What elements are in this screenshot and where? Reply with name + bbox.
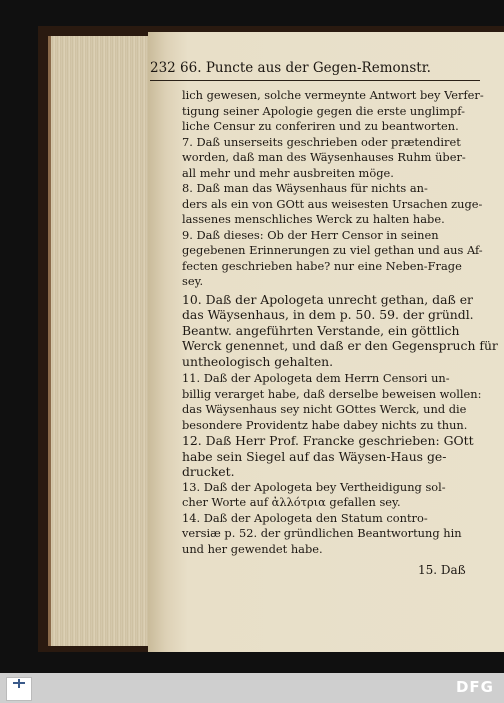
text-line: 13. Daß der Apologeta bey Vertheidigung sol- <box>182 479 446 494</box>
text-line: 10. Daß der Apologeta unrecht gethan, daß er <box>182 291 473 307</box>
text-line: 7. Daß unserseits geschrieben oder prætendiret <box>182 134 461 149</box>
text-line: ders als ein von GOtt aus weisesten Ursachen zuge- <box>182 196 483 211</box>
text-line: das Wäysenhaus, in dem p. 50. 59. der gründl. <box>182 307 474 322</box>
text-line: Werck genennet, und daß er den Gegenspruch für <box>182 338 498 353</box>
text-line: gegebenen Erinnerungen zu viel gethan und aus Af- <box>182 243 483 257</box>
text-line: 14. Daß der Apologeta den Statum contro- <box>182 510 428 525</box>
text-line: versiæ p. 52. der gründlichen Beantwortung hin <box>182 526 462 540</box>
text-line: besondere Providentz habe dabey nichts zu thun. <box>182 417 468 432</box>
running-header: 232 66. Puncte aus der Gegen-Remonstr. <box>150 60 431 76</box>
catchword: 15. Daß <box>418 563 466 577</box>
text-line: das Wäysenhaus sey nicht GOttes Werck, und die <box>182 402 467 416</box>
text-line: lassenes menschliches Werck zu halten habe. <box>182 212 445 226</box>
text-line: 9. Daß dieses: Ob der Herr Censor in seinen <box>182 227 439 242</box>
text-line: 12. Daß Herr Prof. Francke geschrieben: GOtt <box>182 433 474 448</box>
text-line: lich gewesen, solche vermeynte Antwort bey Verfer- <box>182 88 484 102</box>
page-body <box>182 88 498 557</box>
viewer-footer-bar <box>0 673 504 703</box>
text-line: sey. <box>182 274 204 288</box>
text-line: fecten geschrieben habe? nur eine Neben-Frage <box>182 258 462 273</box>
page-block-edges <box>48 36 151 646</box>
text-line: billig verarget habe, daß derselbe beweisen wollen: <box>182 386 482 401</box>
text-line: 8. Daß man das Wäysenhaus für nichts an- <box>182 181 428 195</box>
text-line: tigung seiner Apologie gegen die erste unglimpf- <box>182 103 465 118</box>
text-line: drucket. <box>182 464 235 479</box>
text-line: worden, daß man des Wäysenhauses Ruhm über- <box>182 150 466 164</box>
text-line: untheologisch gehalten. <box>182 353 334 369</box>
text-line: cher Worte auf ἀλλότρια gefallen sey. <box>182 495 401 509</box>
logo-mark-icon <box>12 679 26 688</box>
text-line: und her gewendet habe. <box>182 541 323 556</box>
text-line: all mehr und mehr ausbreiten möge. <box>182 165 394 180</box>
institution-logo <box>6 677 32 701</box>
text-line: 11. Daß der Apologeta dem Herrn Censori un- <box>182 371 450 385</box>
dfg-logo: DFG <box>455 678 494 696</box>
text-line: Beantw. angeführten Verstande, ein göttlich <box>182 322 460 338</box>
text-line: habe sein Siegel auf das Wäysen-Haus ge- <box>182 448 447 464</box>
text-line: liche Censur zu conferiren und zu beantworten. <box>182 119 459 133</box>
header-rule <box>150 80 480 81</box>
